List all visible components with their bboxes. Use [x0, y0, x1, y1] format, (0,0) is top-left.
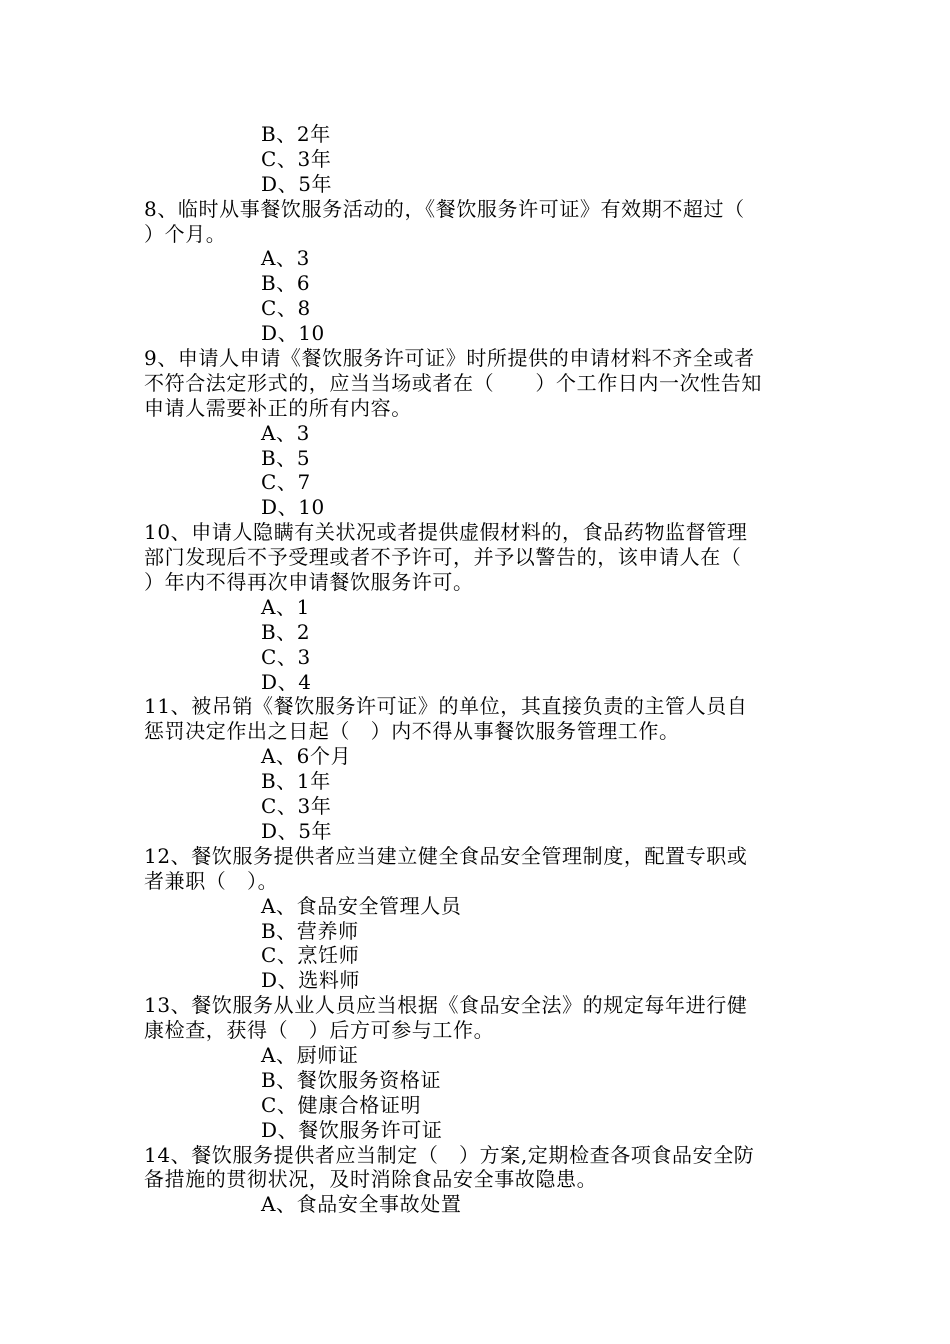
answer-option: D、10: [261, 495, 325, 520]
question-text-line: 惩罚决定作出之日起（ ）内不得从事餐饮服务管理工作。: [144, 719, 680, 744]
answer-option: B、2: [261, 619, 311, 644]
answer-option: B、餐饮服务资格证: [261, 1067, 442, 1092]
answer-option: C、3年: [261, 794, 332, 819]
answer-option: A、3: [261, 420, 310, 445]
question-text-line: ）个月。: [144, 221, 227, 246]
question-text-line: 11、被吊销《餐饮服务许可证》的单位，其直接负责的主管人员自: [144, 694, 748, 719]
answer-option: A、食品安全事故处置: [261, 1192, 462, 1217]
question-text-line: 申请人需要补正的所有内容。: [144, 395, 412, 420]
answer-option: C、7: [261, 470, 311, 495]
question-text-line: 者兼职（ ）。: [144, 868, 279, 893]
question-text-line: 10、申请人隐瞒有关状况或者提供虚假材料的，食品药物监督管理: [144, 520, 748, 545]
answer-option: D、10: [261, 321, 325, 346]
answer-option: C、3年: [261, 146, 332, 171]
answer-option: D、餐饮服务许可证: [261, 1117, 443, 1142]
question-text-line: 14、餐饮服务提供者应当制定（ ）方案,定期检查各项食品安全防: [144, 1142, 755, 1167]
answer-option: A、6个月: [261, 744, 352, 769]
answer-option: C、3: [261, 644, 311, 669]
answer-option: A、厨师证: [261, 1042, 359, 1067]
answer-option: A、1: [261, 594, 310, 619]
answer-option: D、4: [261, 669, 312, 694]
question-text-line: 不符合法定形式的，应当当场或者在（ ）个工作日内一次性告知: [144, 370, 762, 395]
answer-option: B、5: [261, 445, 311, 470]
answer-option: B、1年: [261, 769, 331, 794]
answer-option: C、8: [261, 296, 311, 321]
answer-option: B、营养师: [261, 918, 359, 943]
question-text-line: 康检查，获得（ ）后方可参与工作。: [144, 1018, 495, 1043]
answer-option: A、食品安全管理人员: [261, 893, 462, 918]
question-list: [144, 122, 809, 1217]
question-text-line: 9、申请人申请《餐饮服务许可证》时所提供的申请材料不齐全或者: [144, 346, 755, 371]
question-text-line: 部门发现后不予受理或者不予许可，并予以警告的，该申请人在（: [144, 545, 742, 570]
answer-option: D、5年: [261, 171, 333, 196]
question-text-line: 13、餐饮服务从业人员应当根据《食品安全法》的规定每年进行健: [144, 993, 748, 1018]
answer-option: B、6: [261, 271, 311, 296]
question-text-line: 8、临时从事餐饮服务活动的，《餐饮服务许可证》有效期不超过（: [144, 196, 745, 221]
answer-option: D、选料师: [261, 968, 361, 993]
answer-option: D、5年: [261, 818, 333, 843]
answer-option: B、2年: [261, 122, 331, 146]
answer-option: C、烹饪师: [261, 943, 360, 968]
question-text-line: 备措施的贯彻状况，及时消除食品安全事故隐患。: [144, 1167, 598, 1192]
answer-option: A、3: [261, 246, 310, 271]
question-text-line: ）年内不得再次申请餐饮服务许可。: [144, 570, 474, 595]
question-text-line: 12、餐饮服务提供者应当建立健全食品安全管理制度，配置专职或: [144, 843, 748, 868]
answer-option: C、健康合格证明: [261, 1092, 422, 1117]
